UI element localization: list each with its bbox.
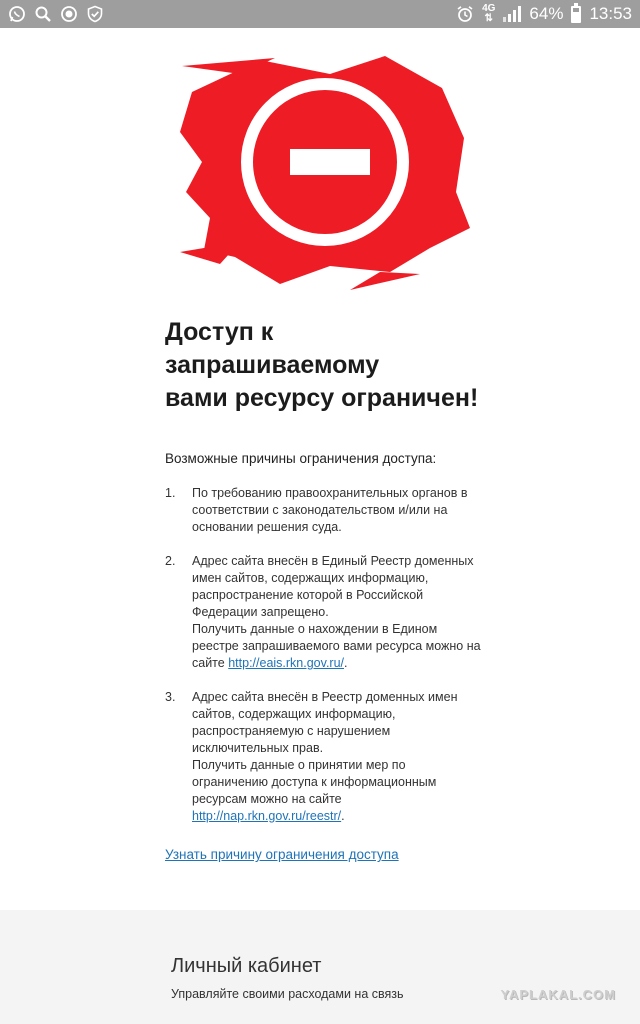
reason-3-text: Адрес сайта внесён в Реестр доменных имен сайтов, содержащих информацию, распространяемую с нарушением исключительных прав. [192,690,458,755]
eais-link[interactable]: http://eais.rkn.gov.ru/ [228,656,345,670]
nap-registry-link[interactable]: http://nap.rkn.gov.ru/reestr/ [192,809,342,823]
clock: 13:53 [589,4,632,23]
battery-percent: 64% [529,4,564,23]
footer [0,910,640,1024]
title-line-2: вами ресурсу ограничен! [165,384,479,412]
list-item [165,485,485,536]
personal-account-title[interactable]: Личный кабинет [171,955,322,977]
battery-icon [571,6,581,23]
watermark: YAPLAKAL.COM [500,987,616,1002]
data-arrows-icon: ⇅ [484,13,493,24]
title-line-1: Доступ к запрашиваемому [165,318,380,379]
shield-check-icon [86,5,104,23]
list-item [165,689,485,825]
network-type [482,4,495,24]
search-icon [34,5,52,23]
personal-account-subtitle: Управляйте своими расходами на связь [171,987,404,1001]
reason-3-tail: . [341,809,345,823]
list-number: 3. [165,690,176,704]
block-notice [165,316,485,864]
reason-1-text: По требованию правоохранительных органов в соответствии с законодательством и/или на основании решения суда. [192,486,468,534]
reason-text [192,485,482,536]
reason-2-tail: . [344,656,348,670]
network-label: 4G [482,3,496,14]
reason-text [192,689,482,825]
whatsapp-icon [8,5,26,23]
access-denied-emblem [180,52,470,290]
status-bar [0,0,640,28]
list-number: 1. [165,486,176,500]
record-icon [60,5,78,23]
signal-icon [503,6,521,22]
reasons-list [165,485,485,825]
find-block-reason-link[interactable]: Узнать причину ограничения доступа [165,847,399,862]
list-number: 2. [165,554,176,568]
reason-2-hint: Получить данные о нахождении в Едином реестре запрашиваемого вами ресурса можно на сайте [192,622,481,670]
alarm-icon [456,5,474,23]
page-title [165,316,485,415]
list-item [165,553,485,672]
reason-2-text: Адрес сайта внесён в Единый Реестр доменных имен сайтов, содержащих информацию, распространение которой в Российской Федерации запрещено. [192,554,474,619]
reason-text [192,553,482,672]
reason-3-hint: Получить данные о принятии мер по ограничению доступа к информационным ресурсам можно на сайте [192,758,437,806]
reasons-title: Возможные причины ограничения доступа: [165,451,437,466]
